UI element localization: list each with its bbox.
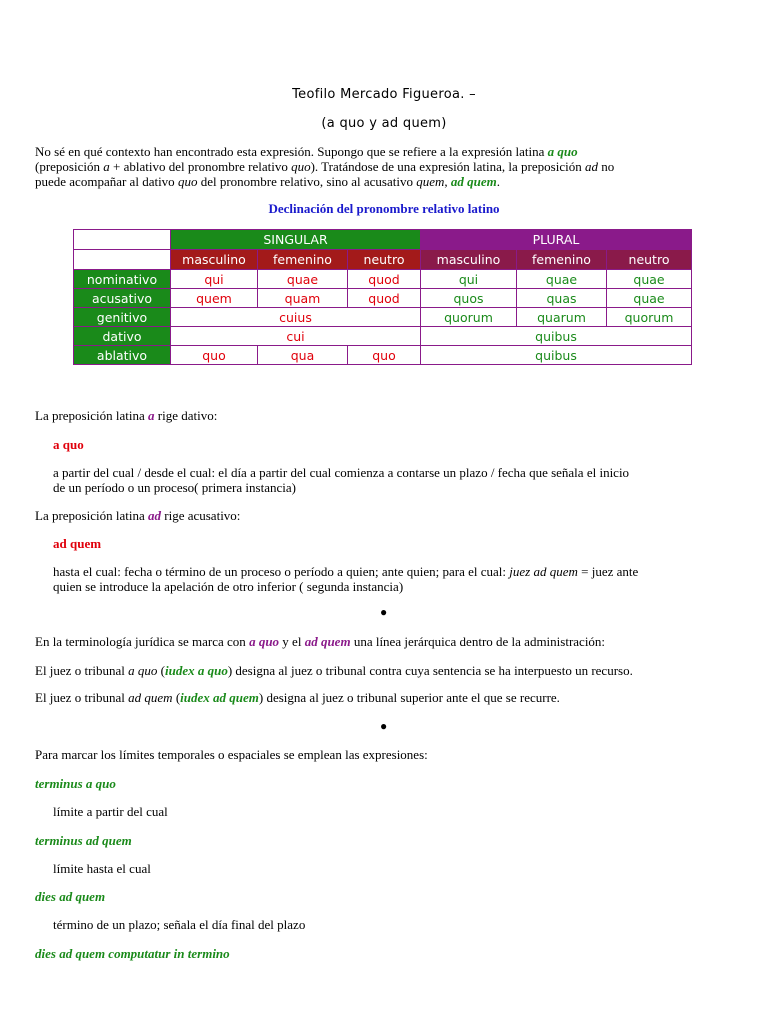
- term-ad-quem: ad quem: [304, 634, 351, 649]
- gender-header: femenino: [517, 250, 607, 270]
- term-a-quo-heading: a quo: [53, 437, 84, 452]
- form-cell: quibus: [421, 346, 692, 365]
- case-label: acusativo: [74, 289, 171, 308]
- intro-text: No sé en qué contexto han encontrado esta expresión. Supongo que se refiere a la expresión latina: [35, 144, 548, 159]
- intro-text: del pronombre relativo, sino al acusativo: [197, 174, 417, 189]
- gender-header: masculino: [421, 250, 517, 270]
- bullet-separator: ●: [380, 719, 388, 733]
- body-text: El juez o tribunal: [35, 663, 129, 678]
- juridica-line-2: [35, 663, 735, 678]
- form-cell: quorum: [607, 308, 692, 327]
- form-cell: quod: [348, 270, 421, 289]
- definition-line: a partir del cual / desde el cual: el día a partir del cual comienza a contarse un plazo / fecha que señala el inicio: [53, 465, 630, 480]
- term-a: a: [148, 408, 155, 423]
- term-ad: ad: [584, 159, 598, 174]
- section-a-intro: [35, 408, 735, 423]
- definition-line: de un período o un proceso( primera instancia): [53, 480, 296, 495]
- body-text: una línea jerárquica dentro de la administración:: [350, 634, 606, 649]
- section-ad-intro: [35, 508, 735, 523]
- gender-header: neutro: [348, 250, 421, 270]
- form-cell: quarum: [517, 308, 607, 327]
- form-cell: quod: [348, 289, 421, 308]
- body-text: rige acusativo:: [161, 508, 241, 523]
- form-cell: quas: [517, 289, 607, 308]
- term-ad-quem-heading: ad quem: [53, 536, 102, 551]
- gender-header: masculino: [171, 250, 258, 270]
- ad-quem-definition: [53, 564, 743, 594]
- term-a-quo: a quo: [128, 663, 158, 678]
- limites-intro: Para marcar los límites temporales o espaciales se emplean las expresiones:: [35, 747, 428, 762]
- juridica-line-3: [35, 690, 735, 705]
- term-a: a: [103, 159, 110, 174]
- form-cell: quam: [258, 289, 348, 308]
- form-cell: quorum: [421, 308, 517, 327]
- body-text: El juez o tribunal: [35, 690, 129, 705]
- definition-line: = juez ante: [577, 564, 639, 579]
- term-dies-ad-quem-computatur: dies ad quem computatur in termino: [35, 946, 230, 961]
- header-singular: SINGULAR: [171, 230, 421, 250]
- form-cell: qua: [258, 346, 348, 365]
- form-cell: quae: [607, 289, 692, 308]
- case-label: dativo: [74, 327, 171, 346]
- body-text: rige dativo:: [154, 408, 218, 423]
- intro-text: puede acompañar al dativo: [35, 174, 178, 189]
- form-cell: quem: [171, 289, 258, 308]
- body-text: (: [157, 663, 165, 678]
- table-caption: Declinación del pronombre relativo latino: [268, 201, 500, 216]
- term-quo: quo: [177, 174, 198, 189]
- gender-header: femenino: [258, 250, 348, 270]
- def-terminus-ad-quem: límite hasta el cual: [53, 861, 151, 876]
- intro-text: ). Tratándose de una expresión latina, la preposición: [310, 159, 585, 174]
- form-cell: quo: [348, 346, 421, 365]
- case-label: nominativo: [74, 270, 171, 289]
- declension-table: [73, 229, 692, 365]
- term-terminus-ad-quem: terminus ad quem: [35, 833, 132, 848]
- intro-text: no: [597, 159, 615, 174]
- term-terminus-a-quo: terminus a quo: [35, 776, 116, 791]
- term-iudex-a-quo: iudex a quo: [164, 663, 228, 678]
- form-cell: quo: [171, 346, 258, 365]
- a-quo-definition: [53, 465, 743, 495]
- form-cell: quae: [607, 270, 692, 289]
- gender-header: neutro: [607, 250, 692, 270]
- term-quo: quo: [291, 159, 311, 174]
- form-cell: cui: [171, 327, 421, 346]
- intro-text: ,: [444, 174, 451, 189]
- subtitle: (a quo y ad quem): [321, 116, 447, 131]
- body-text: y el: [279, 634, 305, 649]
- corner-cell: [74, 250, 171, 270]
- body-text: En la terminología jurídica se marca con: [35, 634, 250, 649]
- author-line: Teofilo Mercado Figueroa. –: [292, 87, 476, 102]
- def-terminus-a-quo: límite a partir del cual: [53, 804, 168, 819]
- body-text: ) designa al juez o tribunal contra cuya sentencia se ha interpuesto un recurso.: [227, 663, 633, 678]
- term-iudex-ad-quem: iudex ad quem: [180, 690, 259, 705]
- bullet-separator: ●: [380, 605, 388, 619]
- intro-text: + ablativo del pronombre relativo: [109, 159, 292, 174]
- form-cell: qui: [171, 270, 258, 289]
- term-ad: ad: [148, 508, 161, 523]
- corner-cell: [74, 230, 171, 250]
- case-label: ablativo: [74, 346, 171, 365]
- term-dies-ad-quem: dies ad quem: [35, 889, 106, 904]
- juridica-line-1: [35, 634, 735, 649]
- form-cell: cuius: [171, 308, 421, 327]
- form-cell: quibus: [421, 327, 692, 346]
- form-cell: quae: [517, 270, 607, 289]
- term-a-quo: a quo: [249, 634, 280, 649]
- body-text: La preposición latina: [35, 508, 148, 523]
- term-a-quo: a quo: [547, 144, 578, 159]
- term-quem: quem: [416, 174, 445, 189]
- form-cell: qui: [421, 270, 517, 289]
- form-cell: quos: [421, 289, 517, 308]
- form-cell: quae: [258, 270, 348, 289]
- def-dies-ad-quem: término de un plazo; señala el día final del plazo: [53, 917, 306, 932]
- case-label: genitivo: [74, 308, 171, 327]
- definition-line: quien se introduce la apelación de otro inferior ( segunda instancia): [53, 579, 404, 594]
- term-ad-quem: ad quem: [128, 690, 173, 705]
- body-text: (: [172, 690, 181, 705]
- body-text: La preposición latina: [35, 408, 148, 423]
- header-plural: PLURAL: [421, 230, 692, 250]
- definition-line: hasta el cual: fecha o término de un proceso o período a quien; ante quien; para el cual:: [53, 564, 510, 579]
- term-ad-quem: ad quem: [450, 174, 497, 189]
- intro-text: (preposición: [35, 159, 104, 174]
- intro-paragraph: [35, 144, 735, 189]
- intro-text: .: [496, 174, 501, 189]
- body-text: ) designa al juez o tribunal superior ante el que se recurre.: [258, 690, 560, 705]
- term-juez-ad-quem: juez ad quem: [509, 564, 578, 579]
